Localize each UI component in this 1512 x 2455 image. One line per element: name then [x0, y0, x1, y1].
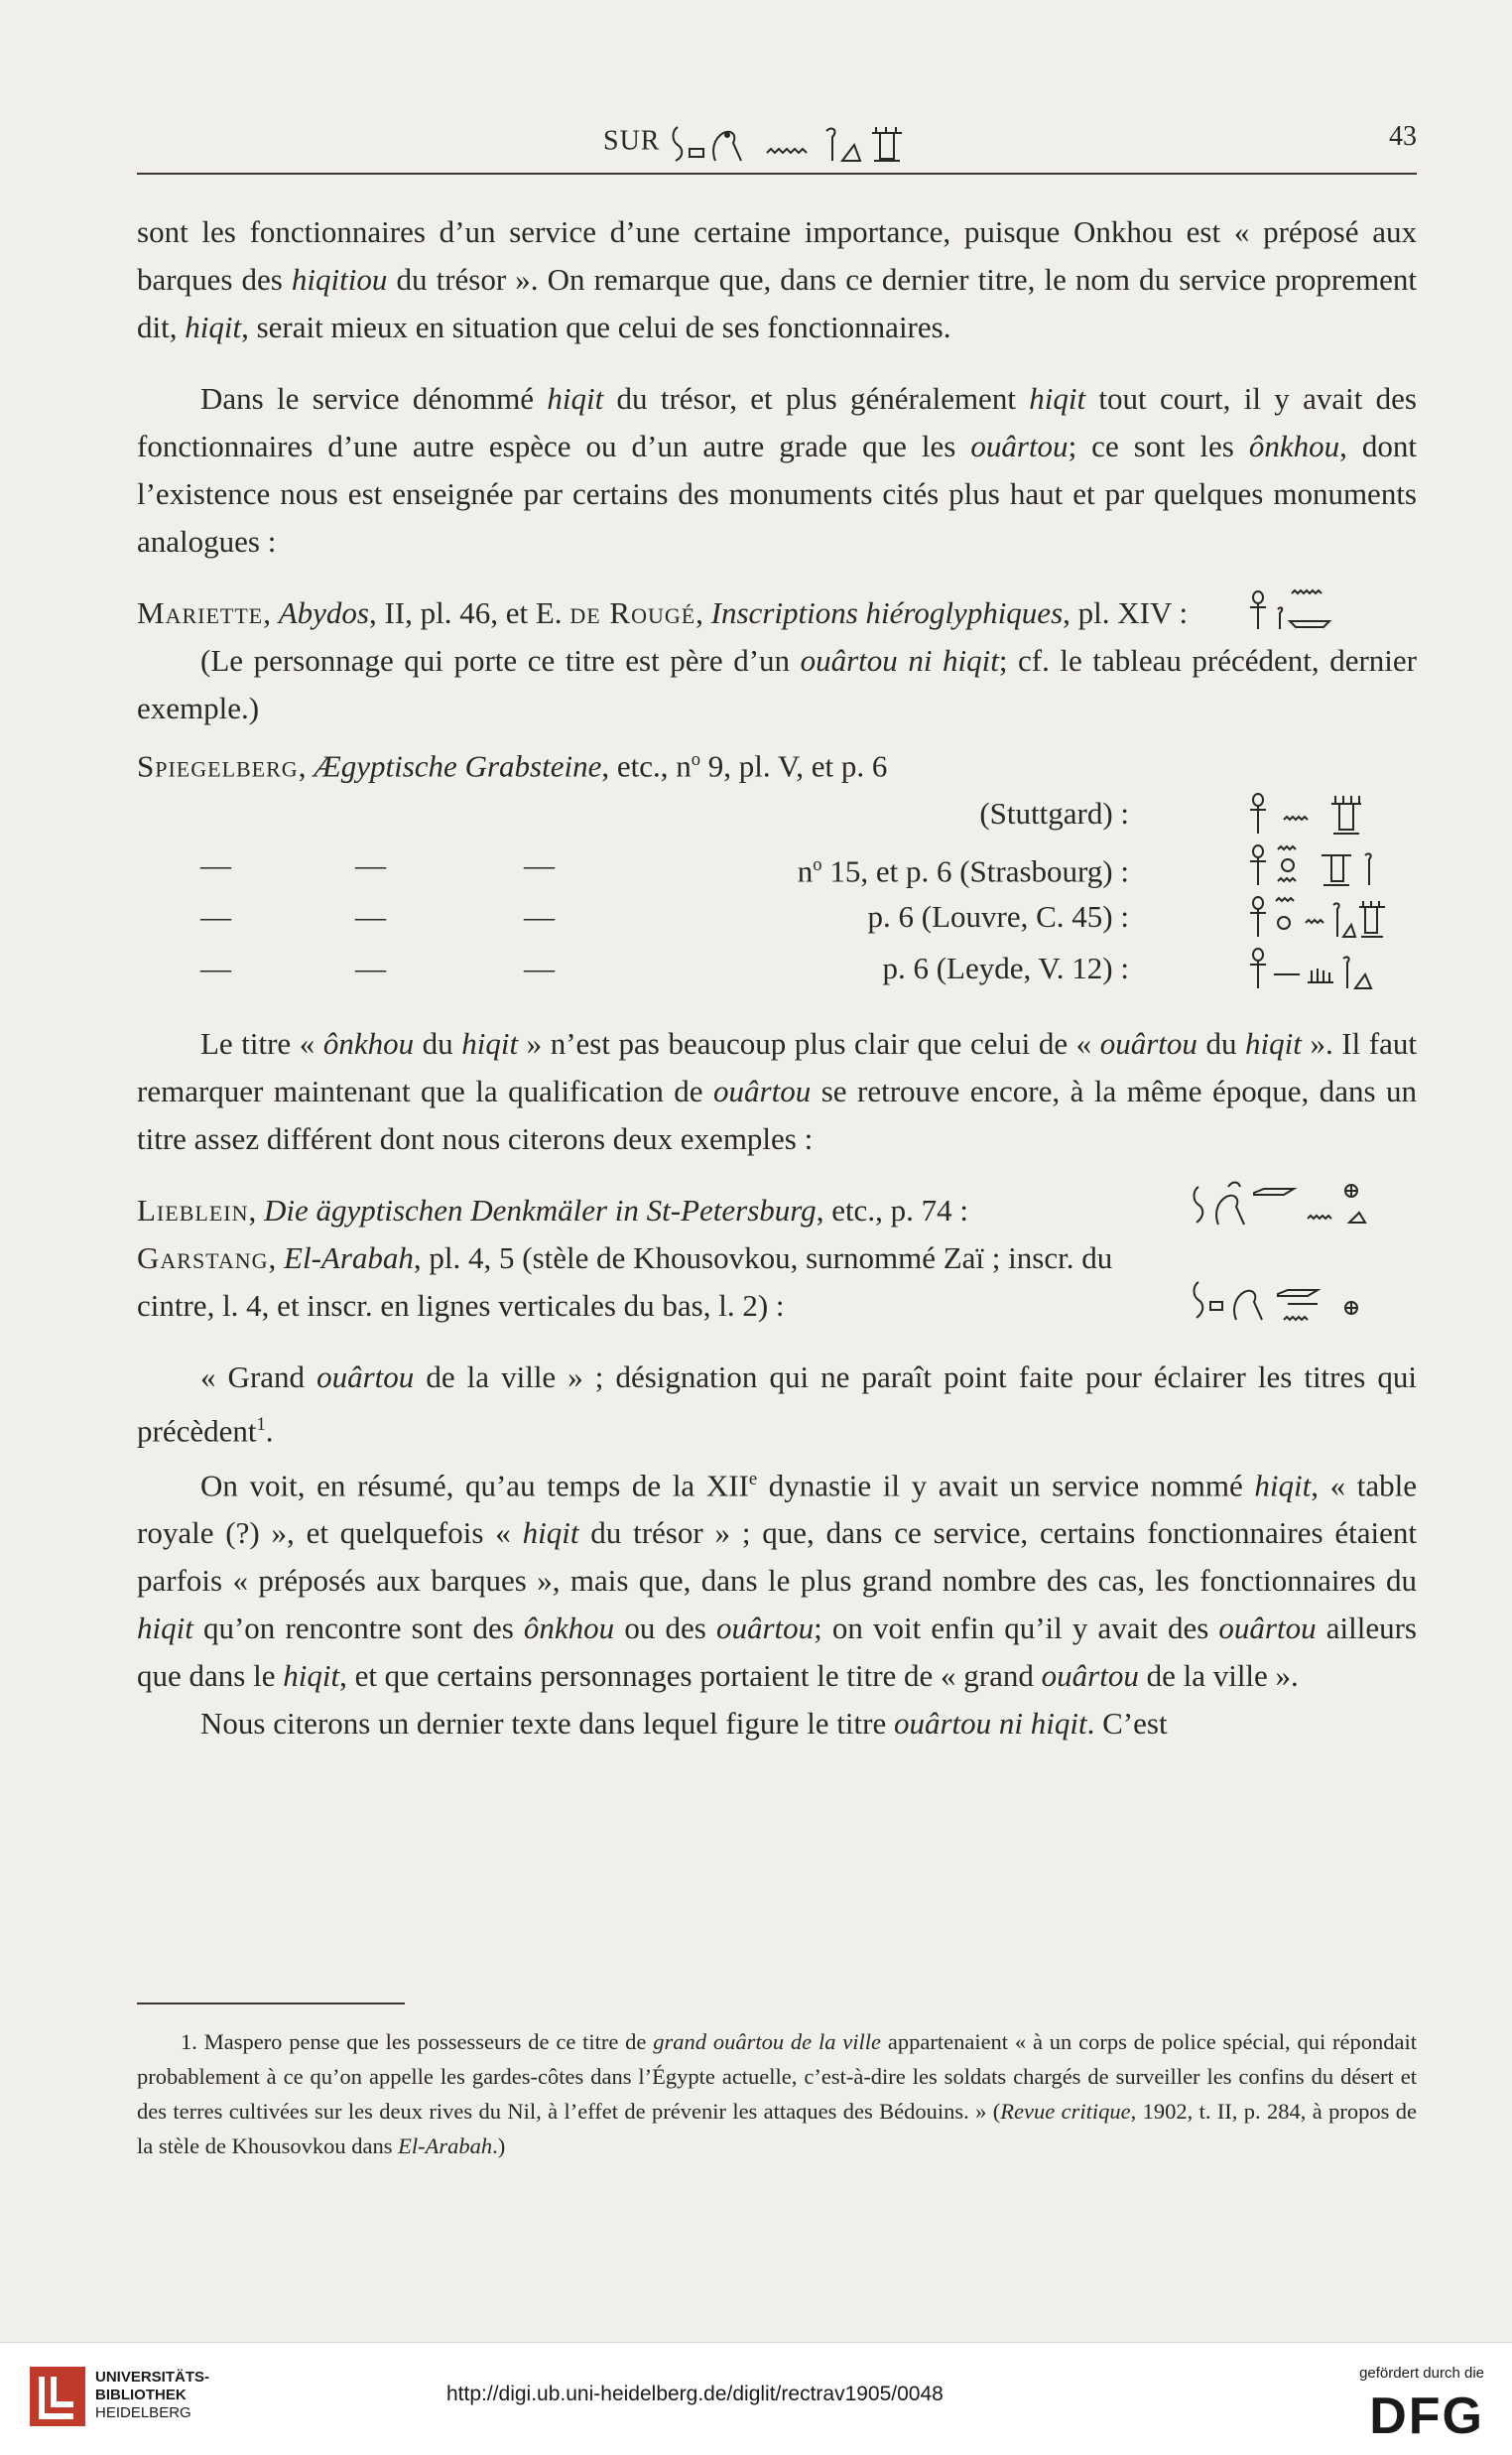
footnote-1: 1. Maspero pense que les possesseurs de ce titre de grand ouârtou de la ville appartenaient « à un corps de police spécial, qui répondait probablement à ce qu’on appelle les gardes-côtes dans l’Égypte actuelle, c’est-à-dire les soldats chargés de surveiller les confins du désert et des terres cultivées sur les deux rives du Nil, à l’effet de prévenir les attaques des Bédouins. » (Revue critique, 1902, t. II, p. 284, à propos de la stèle de Khousovkou dans El-Arabah.) — [137, 2029, 1418, 2158]
running-header — [137, 117, 1417, 177]
digitization-footer — [0, 2342, 1512, 2455]
hieroglyph-ankh-bread-icon — [1248, 945, 1387, 992]
paragraph-1: sont les fonctionnaires d’un service d’une certaine importance, puisque Onkhou est « préposé aux barques des hiqitiou du trésor ». On remarque que, dans ce dernier titre, le nom du service proprement dit, hiqit, serait mieux en situation que celui de ses fonctionnaires. — [137, 214, 1417, 344]
paragraph-4: « Grand ouârtou de la ville » ; désignation qui ne paraît point faite pour éclairer les titres qui précèdent$^1$. — [137, 1359, 1417, 1449]
paragraph-6: Nous citerons un dernier texte dans lequel figure le titre ouârtou ni hiqit. C’est — [200, 1705, 1168, 1741]
header-title: SUR — [603, 121, 965, 165]
paragraph-5: On voit, en résumé, qu’au temps de la XIIe dynastie il y avait un service nommé hiqit, « table royale (?) », et quelquefois « hiqit du trésor » ; que, dans ce service, certains fonctionnaires étaient parfois « préposés aux barques », mais que, dans le plus grand nombre des cas, les fonctionnaires du hiqit qu’on rencontre sont des ônkhou ou des ouârtou; on voit enfin qu’il y avait des ouârtou ailleurs que dans le hiqit, et que certains personnages portaient le titre de « grand ouârtou de la ville ». — [137, 1467, 1418, 1693]
hieroglyph-bird-city-icon — [1189, 1274, 1387, 1326]
reference-lieblein: Lieblein, Die ägyptischen Denkmäler in St-Petersburg, etc., p. 74 : — [137, 1187, 1417, 1234]
reference-spiegelberg-louvre: — — — p. 6 (Louvre, C. 45) : — [137, 893, 1417, 945]
hieroglyph-bird-dagger-icon — [1189, 1179, 1387, 1230]
main-text — [137, 208, 1417, 1747]
hieroglyph-ankh-icon — [1248, 585, 1387, 633]
reference-spiegelberg-stuttgart: (Stuttgard) : — [137, 790, 1417, 841]
paragraph-2: Dans le service dénommé hiqit du trésor, et plus généralement hiqit tout court, il y avait des fonctionnaires d’une autre espèce ou d’un autre grade que les ouârtou; ce sont les ônkhou, dont l’existence nous est enseignée par certains des monuments cités plus haut et par quelques monuments analogues : — [137, 381, 1417, 559]
university-library-name: UNIVERSITÄTS- BIBLIOTHEK HEIDELBERG — [95, 2369, 210, 2421]
reference-garstang: Garstang, El-Arabah, pl. 4, 5 (stèle de Khousovkou, surnommé Zaï ; inscr. du cintre, l. 4, et inscr. en lignes verticales du bas, l. 2) : — [137, 1234, 1417, 1330]
hieroglyph-ankh-circle-icon — [1248, 841, 1387, 889]
header-rule — [137, 173, 1417, 175]
hieroglyph-ankh-table-icon — [1248, 790, 1387, 838]
hieroglyph-title-icon — [668, 121, 965, 165]
university-library-logo-icon — [28, 2365, 87, 2428]
footnote-rule — [137, 2003, 405, 2004]
digital-copy-link[interactable]: http://digi.ub.uni-heidelberg.de/diglit/rectrav1905/0048 — [446, 2383, 944, 2405]
reference-mariette-note: (Le personnage qui porte ce titre est père d’un ouârtou ni hiqit; cf. le tableau précédent, dernier exemple.) — [137, 643, 1417, 725]
reference-spiegelberg: Spiegelberg, Ægyptische Grabsteine, etc., $n^o$ 9, pl. V, et p. 6 — [137, 748, 888, 784]
reference-mariette: Mariette, Abydos, II, pl. 46, et E. de Rougé, Inscriptions hiéroglyphiques, pl. XIV : — [137, 589, 1417, 637]
funding-label: gefördert durch die — [1359, 2365, 1484, 2382]
page-number: 43 — [1389, 121, 1417, 152]
reference-spiegelberg-leyde: — — — p. 6 (Leyde, V. 12) : — [137, 945, 1417, 996]
hieroglyph-ankh-water-table-icon — [1248, 893, 1387, 941]
dfg-logo: DFG — [1369, 2388, 1484, 2445]
paragraph-3: Le titre « ônkhou du hiqit » n’est pas beaucoup plus clair que celui de « ouârtou du hiqit ». Il faut remarquer maintenant que la qualification de ouârtou se retrouve encore, à la même époque, dans un titre assez différent dont nous citerons deux exemples : — [137, 1026, 1417, 1157]
reference-spiegelberg-strasbourg: — — — $n^o$ 15, et p. 6 (Strasbourg) : — [137, 841, 1417, 893]
